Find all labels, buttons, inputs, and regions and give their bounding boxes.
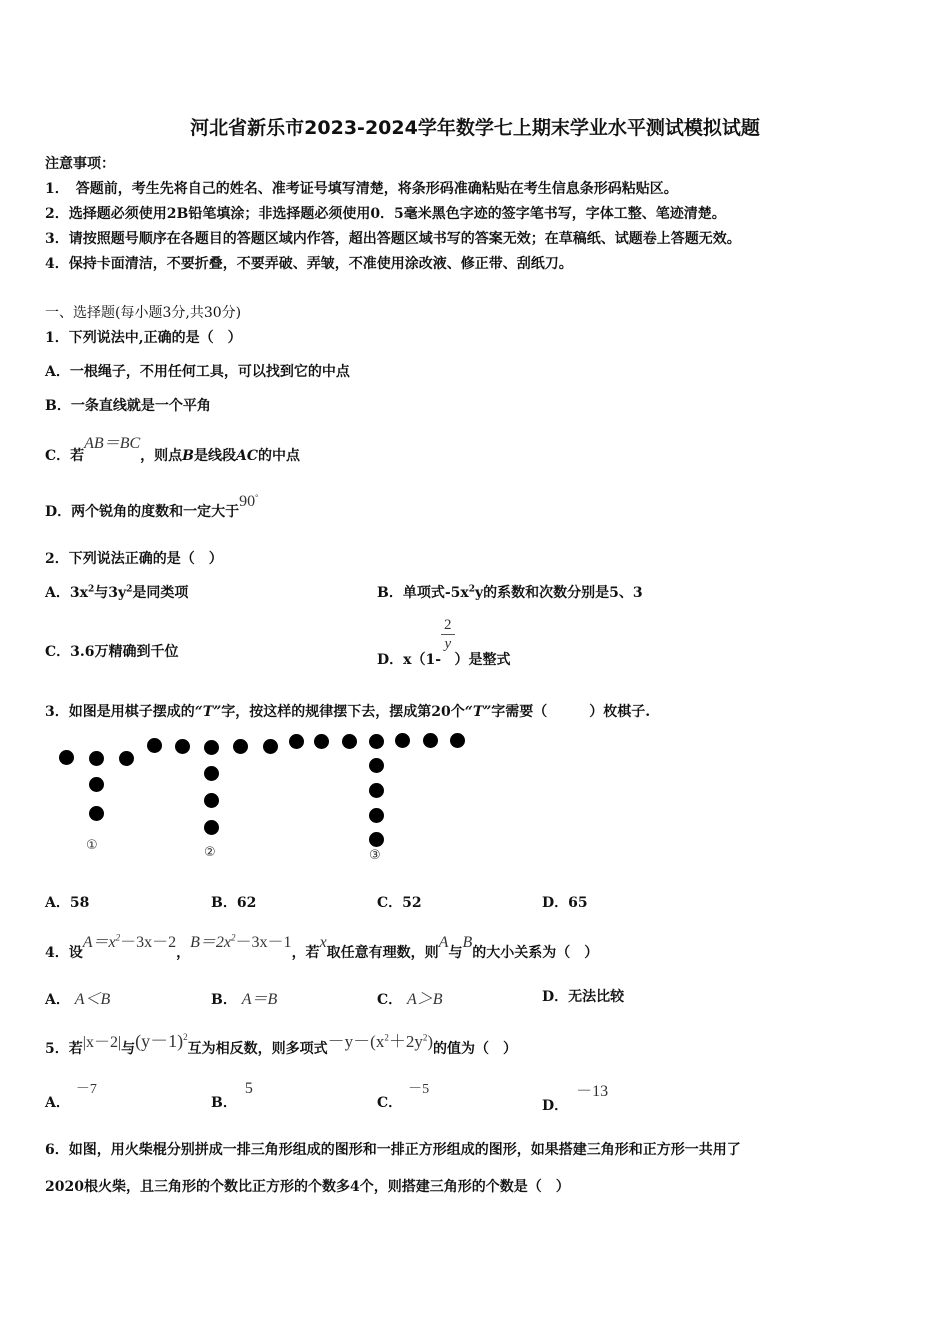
q5-poly-mid: ＋2y [388, 1032, 423, 1051]
chess-piece [289, 734, 304, 749]
q3-stem-t1: “T” [194, 704, 222, 720]
figure-label-2: ② [204, 845, 216, 860]
chess-piece [423, 733, 438, 748]
chess-piece [369, 734, 384, 749]
q5-mid: 互为相反数，则多项式 [187, 1041, 328, 1057]
q4-expr-a [83, 934, 176, 951]
q5-post: 的值为（ ） [433, 1041, 518, 1057]
q3-stem [45, 701, 650, 721]
q4-option-a [45, 986, 110, 1009]
page-title: 河北省新乐市2023-2024学年数学七上期末学业水平测试模拟试题 [190, 117, 760, 139]
q4-option-d: D．无法比较 [542, 989, 625, 1005]
chess-piece [369, 758, 384, 773]
q1-c-math: AB＝BC [84, 435, 141, 452]
q2-a-post: 是同类项 [132, 585, 189, 601]
q1-c-segment: AC [236, 448, 259, 464]
q5-d-label: D． [542, 1098, 569, 1114]
q1-d-math: 90 [239, 493, 256, 510]
chess-piece [89, 806, 104, 821]
q5-square-sup: 2 [183, 1032, 188, 1042]
q4-option-b [211, 986, 277, 1009]
q4-and: 与 [448, 945, 463, 961]
notice-item: 3．请按照题号顺序在各题目的答题区域内作答，超出答题区域书写的答案无效；在草稿纸、试题卷上答题无效。 [45, 231, 741, 247]
q3-option-b: B．62 [211, 895, 257, 911]
q4-expr-b-main: B＝2x [190, 934, 232, 951]
q3-option-c: C．52 [377, 895, 422, 911]
chess-piece [204, 793, 219, 808]
q5-option-a [45, 1082, 97, 1112]
section-heading: 一、选择题(每小题3分,共30分) [45, 305, 242, 321]
q5-poly-start: －y－(x [327, 1032, 385, 1051]
q5-and: 与 [121, 1041, 136, 1057]
q2-a-pre: A．3x [45, 585, 88, 601]
chess-piece [395, 733, 410, 748]
q1-option-d [45, 493, 259, 521]
figure-label-1: ① [86, 838, 98, 853]
q5-d-value: －13 [576, 1083, 609, 1100]
q3-stem-t2: “T” [464, 704, 492, 720]
q4-b-label: B． [211, 992, 237, 1008]
q5-option-b [211, 1080, 253, 1112]
q4-expr-a-sup: 2 [115, 932, 121, 943]
q5-b-label: B． [211, 1095, 237, 1111]
q2-a-mid: 与3y [94, 585, 127, 601]
q2-a-sup1: 2 [87, 584, 95, 595]
q4-x: x [319, 934, 327, 951]
q5-poly-sup2: 2 [422, 1032, 428, 1043]
q4-mid2: 取任意有理数，则 [326, 945, 439, 961]
q4-c-value: A＞B [407, 991, 443, 1008]
q5-option-d [542, 1083, 609, 1115]
q3-option-d: D．65 [542, 895, 588, 911]
q3-stem-pre: 3．如图是用棋子摆成的 [45, 704, 195, 720]
q4-comma: ， [176, 945, 191, 961]
q2-stem: 2．下列说法正确的是（ ） [45, 551, 223, 567]
q1-c-post2: 是线段 [194, 448, 236, 464]
chess-piece [369, 832, 384, 847]
q4-stem [45, 932, 599, 962]
q1-option-b: B．一条直线就是一个平角 [45, 398, 211, 414]
q5-pre: 5．若 [45, 1041, 83, 1057]
chess-piece [204, 820, 219, 835]
q4-expr-b-rest: －3x－1 [235, 934, 292, 951]
q5-polynomial [328, 1032, 433, 1051]
q5-a-value: －7 [75, 1082, 97, 1097]
q4-expr-a-main: A＝x [82, 934, 116, 951]
chess-piece [369, 808, 384, 823]
chess-piece [369, 783, 384, 798]
chess-piece [147, 738, 162, 753]
q5-abs: |x－2| [82, 1034, 122, 1051]
notice-item: 4．保持卡面清洁，不要折叠，不要弄破、弄皱，不准使用涂改液、修正带、刮纸刀。 [45, 256, 573, 272]
q5-c-value: －5 [408, 1082, 430, 1097]
q3-option-a: A．58 [45, 895, 90, 911]
q4-a-value: A＜B [74, 991, 111, 1008]
q2-option-d [377, 616, 511, 668]
q1-d-degree: ° [255, 493, 259, 502]
q1-d-pre: D．两个锐角的度数和一定大于 [45, 504, 240, 520]
q3-stem-mid: 字，按这样的规律摆下去，摆成第20个 [221, 704, 465, 720]
chess-piece [175, 739, 190, 754]
q5-c-label: C． [377, 1095, 403, 1111]
q1-c-pre: C．若 [45, 448, 85, 464]
q5-b-value: 5 [244, 1080, 253, 1097]
chess-piece [119, 751, 134, 766]
q4-mid1: ，若 [291, 945, 320, 961]
q4-A: A [438, 934, 449, 951]
q5-square [135, 1031, 188, 1051]
q1-stem: 1．下列说法中,正确的是（ ） [45, 330, 242, 346]
q4-expr-b-sup: 2 [231, 932, 236, 943]
q2-d-pre: D．x（1- [377, 651, 442, 668]
chess-piece [59, 750, 74, 765]
q2-b-sup: 2 [468, 584, 475, 595]
q2-b-post: y的系数和次数分别是5、3 [475, 585, 643, 601]
q1-c-post3: 的中点 [258, 448, 301, 464]
q4-expr-b [190, 934, 291, 951]
chess-piece [89, 751, 104, 766]
chess-piece [89, 777, 104, 792]
q1-option-c [45, 435, 301, 465]
q1-option-a: A．一根绳子，不用任何工具，可以找到它的中点 [45, 364, 350, 380]
q4-a-label: A． [45, 992, 70, 1008]
q5-poly-end: ) [427, 1032, 434, 1051]
q6-stem-line2: 2020根火柴，且三角形的个数比正方形的个数多4个，则搭建三角形的个数是（ ） [45, 1179, 570, 1195]
chess-piece [314, 734, 329, 749]
q3-stem-post: 字需要（ ）枚棋子. [491, 704, 651, 720]
q5-stem [45, 1033, 517, 1059]
q2-option-c: C．3.6万精确到千位 [45, 644, 179, 660]
q1-c-point: B [182, 448, 194, 464]
notice-heading: 注意事项： [45, 156, 115, 172]
q2-d-post: ）是整式 [454, 651, 511, 668]
q4-b-value: A＝B [241, 991, 278, 1008]
q4-option-c [377, 986, 443, 1009]
q5-a-label: A． [45, 1095, 70, 1111]
q4-expr-a-rest: －3x－2 [120, 934, 177, 951]
q4-c-label: C． [377, 992, 403, 1008]
figure-label-3: ③ [369, 848, 381, 863]
notice-item: 1． 答题前，考生先将自己的姓名、准考证号填写清楚，将条形码准确粘贴在考生信息条形码粘贴区。 [45, 181, 678, 197]
q2-d-den: y [444, 636, 452, 652]
q4-B: B [462, 934, 473, 951]
q2-a-sup2: 2 [126, 584, 133, 595]
chess-piece [450, 733, 465, 748]
chess-piece [233, 739, 248, 754]
q1-c-post1: ，则点 [140, 448, 183, 464]
q4-pre: 4．设 [45, 945, 83, 961]
q2-option-b [377, 582, 643, 602]
q2-d-fraction [441, 616, 455, 653]
q4-post: 的大小关系为（ ） [472, 945, 599, 961]
chess-piece [342, 734, 357, 749]
q6-stem-line1: 6．如图，用火柴棍分别拼成一排三角形组成的图形和一排正方形组成的图形，如果搭建三角形和正方形一共用了 [45, 1142, 741, 1158]
q2-option-a [45, 582, 188, 602]
q2-b-pre: B．单项式-5x [377, 585, 469, 601]
chess-piece [204, 766, 219, 781]
q5-poly-sup1: 2 [384, 1032, 389, 1043]
q2-d-num: 2 [441, 616, 455, 635]
notice-item: 2．选择题必须使用2B铅笔填涂；非选择题必须使用0．5毫米黑色字迹的签字笔书写，字体工整、笔迹清楚。 [45, 206, 726, 222]
q5-square-main: (y－1) [135, 1031, 184, 1051]
q5-option-c [377, 1082, 430, 1112]
chess-piece [263, 739, 278, 754]
chess-piece [204, 740, 219, 755]
